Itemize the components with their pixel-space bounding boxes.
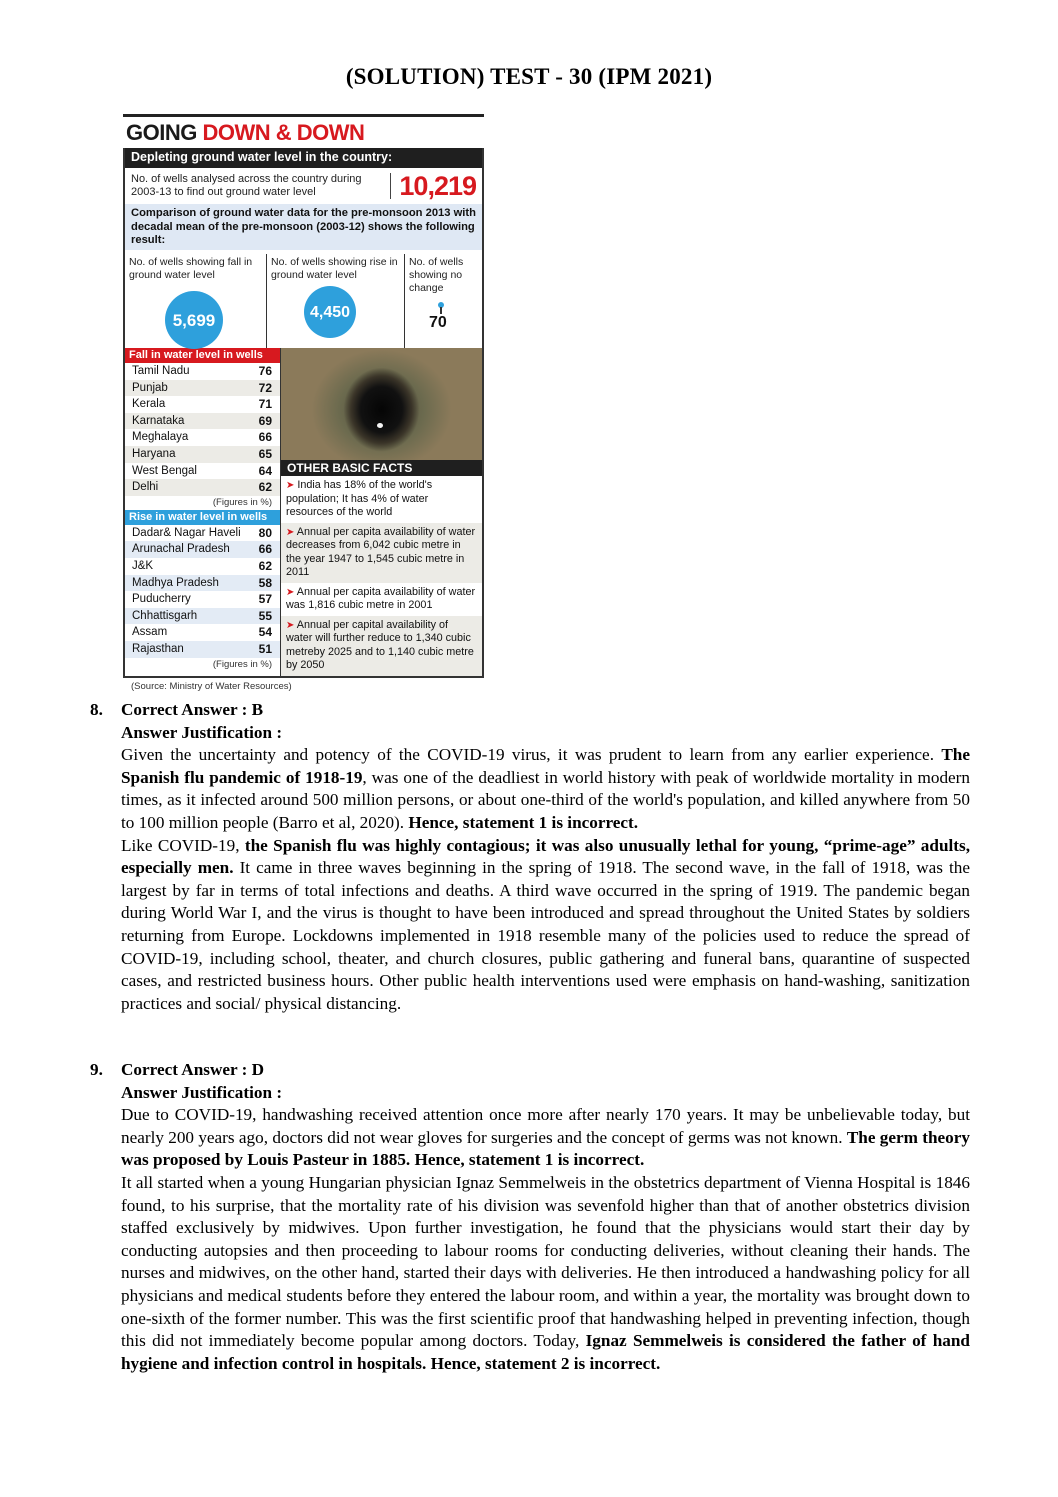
table-row: Puducherry 57 — [132, 592, 272, 607]
table-row: Arunachal Pradesh 66 — [125, 541, 280, 558]
arrow-icon: ➤ — [286, 619, 295, 631]
stat-no-change: No. of wells showing no change 70 — [409, 256, 464, 331]
figures-note: (Figures in %) — [212, 496, 272, 508]
correct-answer: Correct Answer : B — [121, 700, 264, 719]
fall-table — [125, 363, 280, 496]
rise-table-header: Rise in water level in wells — [125, 510, 280, 525]
well-photo — [281, 348, 482, 460]
table-row: Punjab 72 — [125, 380, 280, 397]
stat-rise: No. of wells showing rise in ground water level 4,450 — [267, 254, 405, 348]
question-8 — [90, 699, 970, 1015]
fall-table-header: Fall in water level in wells — [125, 348, 280, 363]
table-row: Tamil Nadu 76 — [132, 364, 272, 378]
table-row: Delhi 62 — [125, 479, 280, 496]
paragraph: Given the uncertainty and potency of the COVID-19 virus, it was prudent to learn from any earlier experience. The Spanish flu pandemic of 1918-19, was one of the deadliest in world history with peak of worldwide mortality in modern times, as it infected around 500 million persons, or about one-third of the world's population, and killed anywhere from 50 to 100 million people (Barro et al, 2020). Hence, statement 1 is incorrect. — [121, 745, 970, 832]
arrow-icon: ➤ — [286, 586, 295, 598]
table-row: West Bengal 64 — [132, 463, 272, 478]
arrow-icon: ➤ — [286, 526, 295, 538]
correct-answer: Correct Answer : D — [121, 1060, 265, 1079]
table-row: Dadar& Nagar Haveli 80 — [132, 525, 272, 540]
table-row: J&K 62 — [132, 558, 272, 573]
table-row: Assam 54 — [132, 625, 272, 640]
fact-item: ➤ Annual per capital availability of water will further reduce to 1,340 cubic metreby 2025 and to 1,140 cubic metre by 2050 — [281, 616, 482, 676]
rise-table — [125, 525, 280, 658]
page-title: (SOLUTION) TEST - 30 (IPM 2021) — [345, 64, 713, 89]
table-row: Rajasthan 51 — [125, 641, 280, 658]
wells-analysed: No. of wells analysed across the country during 2003-13 to find out ground water level 10,219 — [125, 168, 482, 204]
table-row: Haryana 65 — [125, 446, 280, 463]
table-row: Madhya Pradesh 58 — [125, 575, 280, 592]
paragraph: Due to COVID-19, handwashing received attention once more after nearly 170 years. It may be unbelievable today, but nearly 200 years ago, doctors did not wear gloves for surgeries and the concept of germs was not known. The germ theory was proposed by Louis Pasteur in 1885. Hence, statement 1 is incorrect. — [121, 1105, 970, 1170]
question-number: 8. — [90, 700, 103, 719]
arrow-icon: ➤ — [286, 480, 295, 491]
paragraph: Like COVID-19, the Spanish flu was highly contagious; it was also unusually lethal for young, “prime-age” adults, especially men. It came in three waves beginning in the spring of 1918. The second wave, in the fall of 1918, was the largest by far in terms of total infections and deaths. A third wave occurred in the spring of 1919. The pandemic began during World War I, and the virus is thought to have been introduced and spread throughout the United States by soldiers returning from Europe. Lockdowns implemented in 1918 resemble many of the policies used to reduce the spread of COVID-19, including school, theater, and church closures, public gathering and funeral bans, quarantine of suspected cases, and restricted business hours. Other public health interventions used were emphasis on hand-washing, sanitization practices and social/ physical distancing. — [121, 835, 970, 1013]
groundwater-infographic — [123, 114, 484, 678]
table-row: Karnataka 69 — [125, 413, 280, 430]
stats-row — [125, 250, 482, 348]
justification-label: Answer Justification : — [121, 1082, 283, 1102]
infographic-headline: GOING DOWN & DOWN — [126, 120, 365, 145]
fact-item: ➤ India has 18% of the world's population; It has 4% of water resources of the world — [286, 479, 433, 518]
paragraph: It all started when a young Hungarian physician Ignaz Semmelweis in the obstetrics department of Vienna Hospital is 1846 found, to his surprise, that the mortality rate of his division was sevenfold higher than that of another obstetrics division staffed exclusively by midwives. Upon further investigation, he found that the physicians would start their day by conducting autopsies and then proceeding to labour rooms for conducting deliveries, without cleaning their hands. The nurses and midwives, on the other hand, started their days with deliveries. He then introduced a handwashing policy for all physicians and medical students before they entered the labour room, and within a year, the mortality was brought down to one-sixth of the former number. This was the first scientific proof that handwashing helped in preventing infection, though this did not immediately become popular among doctors. Today, Ignaz Semmelweis is considered the father of hand hygiene and infection control in hospitals. Hence, statement 2 is incorrect. — [121, 1172, 970, 1373]
table-row: Meghalaya 66 — [132, 430, 272, 445]
fact-item: ➤ Annual per capita availability of water decreases from 6,042 cubic metre in the year 1947 to 1,545 cubic metre in 2011 — [281, 523, 482, 583]
question-9 — [90, 1059, 970, 1375]
stat-fall: No. of wells showing fall in ground water level 5,699 — [125, 254, 267, 348]
infographic-subtitle: Depleting ground water level in the country: — [125, 148, 482, 168]
comparison-note: Comparison of ground water data for the pre-monsoon 2013 with decadal mean of the pre-monsoon (2003-12) shows the following result: — [125, 204, 482, 250]
table-row: Chhattisgarh 55 — [125, 608, 280, 625]
question-number: 9. — [90, 1060, 103, 1079]
table-row: Kerala 71 — [132, 397, 272, 412]
justification-label: Answer Justification : — [121, 722, 283, 742]
fact-item: ➤ Annual per capita availability of water was 1,816 cubic metre in 2001 — [286, 585, 476, 611]
facts-header: OTHER BASIC FACTS — [281, 460, 482, 476]
pin-stem — [440, 307, 442, 314]
wells-analysed-value: 10,219 — [399, 170, 476, 201]
stat-fall-circle: 5,699 — [165, 291, 223, 349]
source-note: (Source: Ministry of Water Resources) — [131, 681, 292, 692]
stat-rise-circle: 4,450 — [304, 286, 356, 338]
figures-note: (Figures in %) — [212, 658, 272, 670]
